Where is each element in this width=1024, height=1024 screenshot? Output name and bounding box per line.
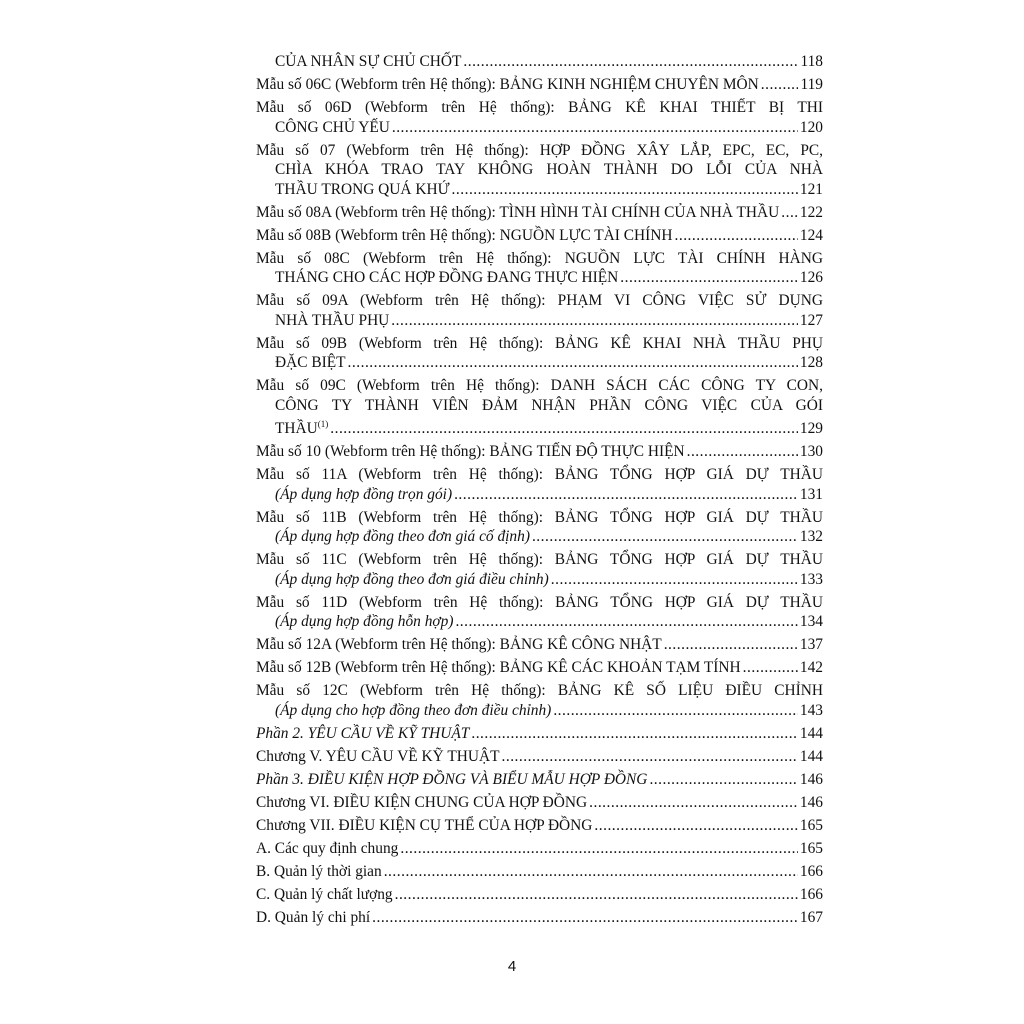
dot-leader bbox=[452, 180, 798, 200]
toc-entry-final-line bbox=[256, 180, 823, 200]
toc-entry-final-line bbox=[256, 862, 823, 882]
toc-entry-line: Mẫu số 06D (Webform trên Hệ thống): BẢNG KÊ KHAI THIẾT BỊ THI bbox=[256, 99, 823, 116]
toc-page-number: 120 bbox=[799, 118, 823, 136]
toc-entry-final-line bbox=[256, 724, 823, 744]
toc-entry-final-line bbox=[256, 75, 823, 95]
dot-leader bbox=[463, 52, 798, 72]
toc-entry-title bbox=[256, 724, 469, 744]
toc-entry-final-line bbox=[256, 635, 823, 655]
toc-entry-title-text: THẦU TRONG QUÁ KHỨ bbox=[275, 180, 450, 198]
toc-page-number: 119 bbox=[800, 76, 823, 93]
footnote-marker: (1) bbox=[317, 419, 329, 429]
dot-leader bbox=[471, 724, 798, 744]
toc-entry-title bbox=[275, 52, 461, 72]
toc-entry-line: Mẫu số 12C (Webform trên Hệ thống): BẢNG KÊ SỐ LIỆU ĐIỀU CHỈNH bbox=[256, 682, 823, 700]
toc-entry-final-line bbox=[256, 442, 823, 462]
toc-entry-line: Mẫu số 11B (Webform trên Hệ thống): BẢNG TỔNG HỢP GIÁ DỰ THẦU bbox=[256, 508, 823, 526]
toc-entry[interactable] bbox=[256, 550, 823, 589]
dot-leader bbox=[553, 701, 798, 721]
dot-leader bbox=[675, 226, 798, 246]
toc-entry-title bbox=[256, 885, 393, 905]
toc-entry-final-line bbox=[256, 52, 823, 72]
toc-page-number: 126 bbox=[799, 269, 823, 286]
toc-entry-line: CHÌA KHÓA TRAO TAY KHÔNG HOÀN THÀNH DO LỖI CỦA NHÀ bbox=[275, 161, 823, 178]
toc-entry-title-text: Phần 3. ĐIỀU KIỆN HỢP ĐỒNG VÀ BIỂU MẪU HỢP ĐỒNG bbox=[256, 770, 648, 788]
toc-entry-title-text: ĐẶC BIỆT bbox=[275, 354, 346, 371]
toc-entry[interactable] bbox=[256, 442, 823, 462]
toc-page-number: 167 bbox=[799, 908, 823, 926]
toc-page-number: 128 bbox=[799, 354, 823, 371]
toc-entry-final-line bbox=[256, 353, 823, 373]
toc-entry[interactable] bbox=[256, 203, 823, 223]
toc-entry-title-text: D. Quản lý chi phí bbox=[256, 908, 371, 926]
dot-leader bbox=[664, 635, 798, 655]
toc-entry[interactable] bbox=[256, 334, 823, 373]
toc-entry-final-line bbox=[256, 612, 823, 632]
toc-entry[interactable] bbox=[256, 793, 823, 813]
toc-entry-title bbox=[275, 118, 390, 138]
dot-leader bbox=[400, 839, 798, 859]
toc-page-number: 131 bbox=[799, 485, 823, 503]
toc-entry-title bbox=[256, 226, 673, 246]
toc-entry[interactable] bbox=[256, 839, 823, 859]
toc-entry-title bbox=[275, 353, 346, 373]
toc-entry-title-text: Chương VII. ĐIỀU KIỆN CỤ THỂ CỦA HỢP ĐỒNG bbox=[256, 816, 593, 834]
dot-leader bbox=[620, 268, 798, 288]
toc-entry-title-text: NHÀ THẦU PHỤ bbox=[275, 311, 390, 329]
dot-leader bbox=[455, 612, 797, 632]
dot-leader bbox=[395, 885, 798, 905]
dot-leader bbox=[551, 570, 798, 590]
page-number: 4 bbox=[507, 958, 517, 975]
toc-entry-title-text: Chương VI. ĐIỀU KIỆN CHUNG CỦA HỢP ĐỒNG bbox=[256, 793, 588, 811]
toc-entry-title bbox=[256, 816, 592, 836]
toc-entry-title-text: (Áp dụng hợp đồng theo đơn giá cố định) bbox=[275, 528, 530, 546]
toc-entry-line: Mẫu số 11C (Webform trên Hệ thống): BẢNG TỔNG HỢP GIÁ DỰ THẦU bbox=[256, 551, 823, 569]
toc-entry-title-text: (Áp dụng hợp đồng theo đơn giá điều chỉnh) bbox=[275, 570, 549, 588]
toc-entry[interactable] bbox=[256, 465, 823, 504]
toc-entry-line: Mẫu số 08C (Webform trên Hệ thống): NGUỒN LỰC TÀI CHÍNH HÀNG bbox=[256, 249, 823, 267]
toc-entry[interactable] bbox=[256, 908, 823, 928]
table-of-contents bbox=[256, 52, 823, 931]
toc-entry-title-text: Chương V. YÊU CẦU VỀ KỸ THUẬT bbox=[256, 747, 500, 765]
toc-entry-title-text: Mẫu số 12B (Webform trên Hệ thống): BẢNG KÊ CÁC KHOẢN TẠM TÍNH bbox=[256, 659, 741, 677]
toc-entry[interactable] bbox=[256, 635, 823, 655]
toc-entry-final-line bbox=[256, 658, 823, 678]
toc-page-number: 144 bbox=[799, 724, 823, 742]
toc-entry-final-line bbox=[256, 747, 823, 767]
toc-entry[interactable] bbox=[256, 376, 823, 439]
toc-page-number: 127 bbox=[799, 311, 823, 329]
toc-page-number: 122 bbox=[799, 203, 823, 221]
toc-page-number: 144 bbox=[799, 747, 823, 765]
toc-entry-final-line bbox=[256, 311, 823, 331]
toc-entry-final-line bbox=[256, 527, 823, 547]
toc-entry[interactable] bbox=[256, 52, 823, 72]
toc-entry-title-text: C. Quản lý chất lượng bbox=[256, 885, 393, 903]
toc-page-number: 165 bbox=[799, 839, 823, 857]
toc-page-number: 133 bbox=[799, 570, 823, 588]
toc-entry-title bbox=[275, 268, 618, 288]
toc-entry-title-text: THẦU bbox=[275, 420, 318, 438]
toc-entry-line: Mẫu số 09A (Webform trên Hệ thống): PHẠM VI CÔNG VIỆC SỬ DỤNG bbox=[256, 292, 823, 309]
toc-entry-final-line bbox=[256, 485, 823, 505]
toc-entry-title bbox=[256, 908, 370, 928]
toc-entry-title bbox=[256, 203, 779, 223]
toc-page-number: 134 bbox=[799, 613, 823, 631]
dot-leader bbox=[330, 419, 798, 439]
toc-entry-title bbox=[256, 747, 500, 767]
toc-page-number: 129 bbox=[799, 420, 823, 438]
toc-entry-title-text: Mẫu số 06C (Webform trên Hệ thống): BẢNG KINH NGHIỆM CHUYÊN MÔN bbox=[256, 76, 759, 93]
toc-entry[interactable] bbox=[256, 885, 823, 905]
toc-entry[interactable] bbox=[256, 593, 823, 632]
toc-entry-title-text: Mẫu số 12A (Webform trên Hệ thống): BẢNG KÊ CÔNG NHẬT bbox=[256, 636, 662, 654]
toc-entry-title-text: Mẫu số 08B (Webform trên Hệ thống): NGUỒN LỰC TÀI CHÍNH bbox=[256, 226, 673, 244]
toc-page-number: 146 bbox=[799, 793, 823, 811]
toc-page-number: 142 bbox=[799, 659, 823, 677]
toc-entry-final-line bbox=[256, 226, 823, 246]
toc-entry-title-text: THÁNG CHO CÁC HỢP ĐỒNG ĐANG THỰC HIỆN bbox=[275, 269, 619, 286]
toc-entry[interactable] bbox=[256, 862, 823, 882]
toc-entry-final-line bbox=[256, 415, 823, 439]
toc-entry[interactable] bbox=[256, 249, 823, 288]
toc-entry-title bbox=[275, 570, 549, 590]
toc-entry-title-text: Mẫu số 10 (Webform trên Hệ thống): BẢNG TIẾN ĐỘ THỰC HIỆN bbox=[256, 443, 685, 461]
toc-entry-title bbox=[256, 839, 398, 859]
toc-entry-final-line bbox=[256, 908, 823, 928]
toc-page-number: 146 bbox=[799, 770, 823, 788]
toc-page-number: 143 bbox=[799, 701, 823, 719]
dot-leader bbox=[594, 816, 798, 836]
toc-entry-title-text: Mẫu số 08A (Webform trên Hệ thống): TÌNH HÌNH TÀI CHÍNH CỦA NHÀ THẦU bbox=[256, 203, 780, 221]
toc-entry-line: Mẫu số 11D (Webform trên Hệ thống): BẢNG TỔNG HỢP GIÁ DỰ THẦU bbox=[256, 593, 823, 611]
toc-entry-line: Mẫu số 09C (Webform trên Hệ thống): DANH SÁCH CÁC CÔNG TY CON, bbox=[256, 377, 823, 394]
toc-entry[interactable] bbox=[256, 770, 823, 790]
toc-entry-final-line bbox=[256, 701, 823, 721]
toc-entry[interactable] bbox=[256, 98, 823, 137]
toc-entry-title bbox=[256, 770, 647, 790]
toc-entry[interactable] bbox=[256, 141, 823, 200]
toc-entry-final-line bbox=[256, 570, 823, 590]
dot-leader bbox=[687, 442, 798, 462]
toc-entry-final-line bbox=[256, 268, 823, 288]
toc-entry-title-text: (Áp dụng hợp đồng trọn gói) bbox=[275, 485, 453, 503]
dot-leader bbox=[392, 118, 798, 138]
toc-entry-line: Mẫu số 11A (Webform trên Hệ thống): BẢNG TỔNG HỢP GIÁ DỰ THẦU bbox=[256, 466, 823, 484]
toc-entry-title bbox=[256, 793, 587, 813]
toc-entry-title bbox=[275, 612, 453, 632]
toc-entry-final-line bbox=[256, 793, 823, 813]
toc-entry-title bbox=[275, 180, 450, 200]
toc-page-number: 165 bbox=[799, 816, 823, 834]
toc-page-number: 137 bbox=[799, 636, 823, 654]
dot-leader bbox=[589, 793, 798, 813]
toc-entry-title-text: B. Quản lý thời gian bbox=[256, 862, 382, 880]
toc-entry-title-text: CỦA NHÂN SỰ CHỦ CHỐT bbox=[275, 53, 462, 70]
toc-page-number: 132 bbox=[799, 528, 823, 546]
toc-entry-title bbox=[275, 485, 452, 505]
dot-leader bbox=[391, 311, 798, 331]
toc-entry[interactable] bbox=[256, 747, 823, 767]
toc-entry-title bbox=[256, 442, 685, 462]
toc-page-number: 118 bbox=[800, 53, 823, 70]
toc-entry-title bbox=[256, 75, 759, 95]
dot-leader bbox=[384, 862, 798, 882]
toc-entry-title bbox=[275, 527, 530, 547]
toc-entry-title bbox=[256, 862, 382, 882]
toc-entry[interactable] bbox=[256, 226, 823, 246]
toc-entry-title-text: CÔNG CHỦ YẾU bbox=[275, 118, 390, 136]
toc-entry-final-line bbox=[256, 203, 823, 223]
toc-entry[interactable] bbox=[256, 291, 823, 330]
toc-entry-title bbox=[275, 311, 389, 331]
toc-entry[interactable] bbox=[256, 658, 823, 678]
toc-page-number: 166 bbox=[799, 885, 823, 903]
dot-leader bbox=[348, 353, 798, 373]
toc-entry[interactable] bbox=[256, 75, 823, 95]
toc-entry-title-text: (Áp dụng hợp đồng hỗn hợp) bbox=[275, 613, 454, 631]
toc-entry-final-line bbox=[256, 770, 823, 790]
toc-entry[interactable] bbox=[256, 508, 823, 547]
toc-entry-title-text: (Áp dụng cho hợp đồng theo đơn điều chỉnh) bbox=[275, 701, 552, 719]
dot-leader bbox=[743, 658, 798, 678]
toc-entry-final-line bbox=[256, 885, 823, 905]
toc-page-number: 166 bbox=[799, 862, 823, 880]
toc-entry-title bbox=[256, 635, 662, 655]
toc-entry-line: Mẫu số 09B (Webform trên Hệ thống): BẢNG KÊ KHAI NHÀ THẦU PHỤ bbox=[256, 334, 823, 352]
toc-entry-title bbox=[275, 415, 328, 439]
toc-entry-final-line bbox=[256, 839, 823, 859]
toc-entry[interactable] bbox=[256, 724, 823, 744]
toc-entry[interactable] bbox=[256, 681, 823, 720]
toc-entry-line: CÔNG TY THÀNH VIÊN ĐẢM NHẬN PHẦN CÔNG VIỆC CỦA GÓI bbox=[275, 396, 823, 414]
toc-entry-line: Mẫu số 07 (Webform trên Hệ thống): HỢP ĐỒNG XÂY LẮP, EPC, EC, PC, bbox=[256, 141, 823, 159]
dot-leader bbox=[761, 75, 799, 95]
dot-leader bbox=[649, 770, 797, 790]
toc-entry-title bbox=[256, 658, 741, 678]
toc-entry-final-line bbox=[256, 118, 823, 138]
toc-entry-title-text: A. Các quy định chung bbox=[256, 839, 399, 857]
dot-leader bbox=[532, 527, 798, 547]
toc-page-number: 130 bbox=[799, 443, 823, 461]
dot-leader bbox=[781, 203, 798, 223]
dot-leader bbox=[454, 485, 798, 505]
toc-page-number: 121 bbox=[799, 180, 823, 198]
toc-entry-final-line bbox=[256, 816, 823, 836]
dot-leader bbox=[502, 747, 798, 767]
toc-entry-title bbox=[275, 701, 551, 721]
toc-page-number: 124 bbox=[799, 226, 823, 244]
toc-entry[interactable] bbox=[256, 816, 823, 836]
dot-leader bbox=[372, 908, 798, 928]
toc-entry-title-text: Phần 2. YÊU CẦU VỀ KỸ THUẬT bbox=[256, 724, 470, 742]
